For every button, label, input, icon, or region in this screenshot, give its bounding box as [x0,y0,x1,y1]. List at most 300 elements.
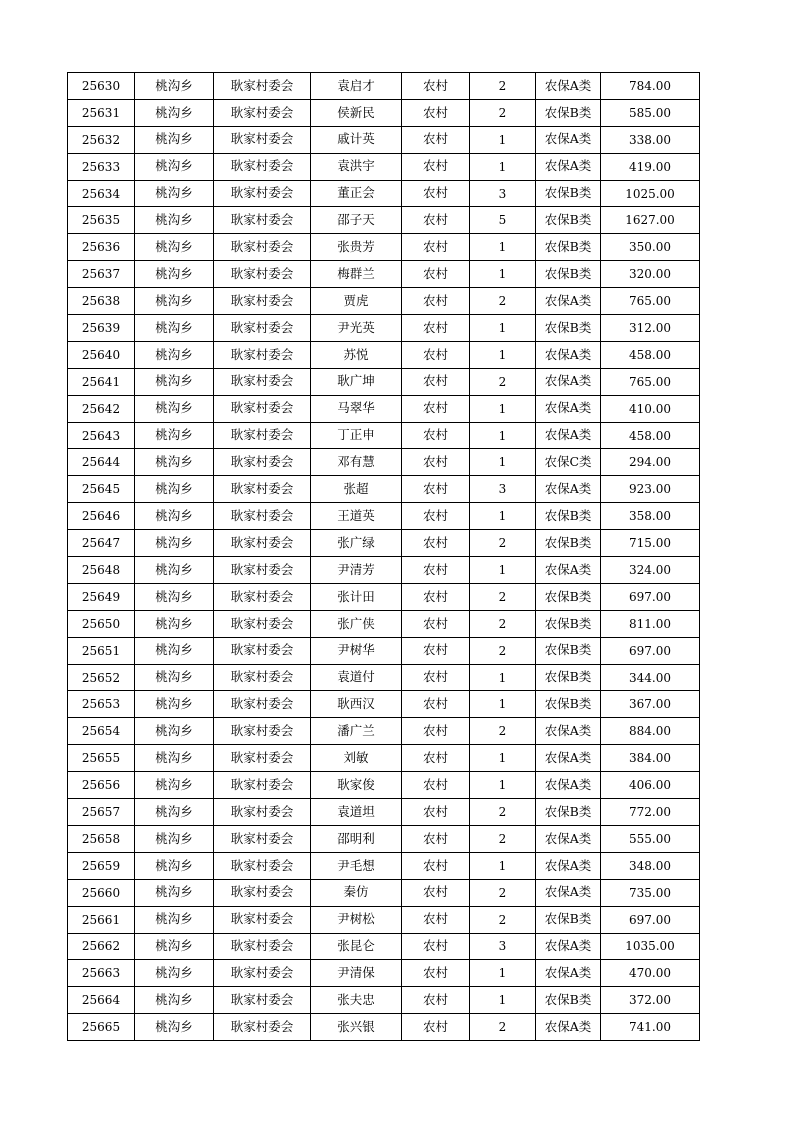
table-row [68,368,700,395]
area-type-cell: 农村 [402,745,470,772]
village-committee-cell: 耿家村委会 [214,772,311,799]
amount-cell: 1035.00 [601,933,700,960]
amount-cell: 697.00 [601,583,700,610]
area-type-cell: 农村 [402,906,470,933]
township-cell: 桃沟乡 [135,422,214,449]
village-committee-cell: 耿家村委会 [214,153,311,180]
area-type-cell: 农村 [402,476,470,503]
amount-cell: 312.00 [601,315,700,342]
record-id-cell: 25660 [68,879,135,906]
household-members-cell: 2 [470,610,536,637]
roster-body [68,73,700,1041]
village-committee-cell: 耿家村委会 [214,745,311,772]
township-cell: 桃沟乡 [135,879,214,906]
record-id-cell: 25644 [68,449,135,476]
record-id-cell: 25655 [68,745,135,772]
township-cell: 桃沟乡 [135,637,214,664]
area-type-cell: 农村 [402,153,470,180]
area-type-cell: 农村 [402,234,470,261]
area-type-cell: 农村 [402,315,470,342]
area-type-cell: 农村 [402,503,470,530]
area-type-cell: 农村 [402,449,470,476]
township-cell: 桃沟乡 [135,825,214,852]
village-committee-cell: 耿家村委会 [214,503,311,530]
person-name-cell: 尹树松 [311,906,402,933]
insurance-category-cell: 农保B类 [536,503,601,530]
township-cell: 桃沟乡 [135,234,214,261]
table-row [68,718,700,745]
household-members-cell: 2 [470,99,536,126]
person-name-cell: 张广侠 [311,610,402,637]
table-row [68,799,700,826]
township-cell: 桃沟乡 [135,745,214,772]
amount-cell: 470.00 [601,960,700,987]
person-name-cell: 尹光英 [311,315,402,342]
amount-cell: 410.00 [601,395,700,422]
person-name-cell: 尹树华 [311,637,402,664]
township-cell: 桃沟乡 [135,449,214,476]
village-committee-cell: 耿家村委会 [214,180,311,207]
insurance-category-cell: 农保B类 [536,987,601,1014]
person-name-cell: 丁正申 [311,422,402,449]
area-type-cell: 农村 [402,664,470,691]
area-type-cell: 农村 [402,395,470,422]
amount-cell: 367.00 [601,691,700,718]
person-name-cell: 张超 [311,476,402,503]
household-members-cell: 3 [470,933,536,960]
amount-cell: 741.00 [601,1014,700,1041]
insurance-category-cell: 农保B类 [536,261,601,288]
record-id-cell: 25633 [68,153,135,180]
area-type-cell: 农村 [402,557,470,584]
insurance-category-cell: 农保B类 [536,691,601,718]
insurance-category-cell: 农保A类 [536,153,601,180]
household-members-cell: 2 [470,879,536,906]
amount-cell: 697.00 [601,906,700,933]
record-id-cell: 25657 [68,799,135,826]
roster-table [67,72,700,1041]
person-name-cell: 张广绿 [311,530,402,557]
household-members-cell: 1 [470,987,536,1014]
person-name-cell: 耿广坤 [311,368,402,395]
area-type-cell: 农村 [402,341,470,368]
table-row [68,99,700,126]
amount-cell: 715.00 [601,530,700,557]
area-type-cell: 农村 [402,610,470,637]
amount-cell: 348.00 [601,852,700,879]
area-type-cell: 农村 [402,1014,470,1041]
table-row [68,664,700,691]
record-id-cell: 25661 [68,906,135,933]
record-id-cell: 25665 [68,1014,135,1041]
record-id-cell: 25648 [68,557,135,584]
household-members-cell: 1 [470,153,536,180]
household-members-cell: 2 [470,368,536,395]
record-id-cell: 25638 [68,288,135,315]
table-row [68,395,700,422]
insurance-category-cell: 农保A类 [536,288,601,315]
village-committee-cell: 耿家村委会 [214,825,311,852]
amount-cell: 765.00 [601,288,700,315]
table-row [68,422,700,449]
township-cell: 桃沟乡 [135,852,214,879]
person-name-cell: 马翠华 [311,395,402,422]
household-members-cell: 2 [470,73,536,100]
insurance-category-cell: 农保A类 [536,960,601,987]
household-members-cell: 1 [470,422,536,449]
person-name-cell: 贾虎 [311,288,402,315]
household-members-cell: 1 [470,449,536,476]
person-name-cell: 张计田 [311,583,402,610]
table-row [68,341,700,368]
record-id-cell: 25643 [68,422,135,449]
area-type-cell: 农村 [402,772,470,799]
amount-cell: 350.00 [601,234,700,261]
village-committee-cell: 耿家村委会 [214,315,311,342]
table-row [68,933,700,960]
amount-cell: 320.00 [601,261,700,288]
household-members-cell: 1 [470,664,536,691]
insurance-category-cell: 农保A类 [536,772,601,799]
table-row [68,234,700,261]
insurance-category-cell: 农保C类 [536,449,601,476]
village-committee-cell: 耿家村委会 [214,637,311,664]
amount-cell: 765.00 [601,368,700,395]
area-type-cell: 农村 [402,933,470,960]
household-members-cell: 1 [470,261,536,288]
person-name-cell: 耿西汉 [311,691,402,718]
person-name-cell: 袁道付 [311,664,402,691]
area-type-cell: 农村 [402,207,470,234]
household-members-cell: 2 [470,288,536,315]
village-committee-cell: 耿家村委会 [214,933,311,960]
record-id-cell: 25630 [68,73,135,100]
township-cell: 桃沟乡 [135,180,214,207]
amount-cell: 358.00 [601,503,700,530]
insurance-category-cell: 农保B类 [536,530,601,557]
table-row [68,73,700,100]
record-id-cell: 25654 [68,718,135,745]
village-committee-cell: 耿家村委会 [214,99,311,126]
person-name-cell: 尹清保 [311,960,402,987]
table-row [68,852,700,879]
household-members-cell: 1 [470,503,536,530]
amount-cell: 406.00 [601,772,700,799]
table-row [68,691,700,718]
person-name-cell: 侯新民 [311,99,402,126]
insurance-category-cell: 农保A类 [536,368,601,395]
household-members-cell: 2 [470,1014,536,1041]
township-cell: 桃沟乡 [135,718,214,745]
area-type-cell: 农村 [402,691,470,718]
record-id-cell: 25632 [68,126,135,153]
table-row [68,153,700,180]
household-members-cell: 1 [470,126,536,153]
amount-cell: 1025.00 [601,180,700,207]
record-id-cell: 25631 [68,99,135,126]
township-cell: 桃沟乡 [135,960,214,987]
township-cell: 桃沟乡 [135,691,214,718]
household-members-cell: 3 [470,180,536,207]
person-name-cell: 梅群兰 [311,261,402,288]
person-name-cell: 苏悦 [311,341,402,368]
area-type-cell: 农村 [402,99,470,126]
amount-cell: 1627.00 [601,207,700,234]
area-type-cell: 农村 [402,852,470,879]
record-id-cell: 25641 [68,368,135,395]
insurance-category-cell: 农保B类 [536,315,601,342]
table-row [68,1014,700,1041]
record-id-cell: 25649 [68,583,135,610]
amount-cell: 338.00 [601,126,700,153]
table-row [68,530,700,557]
township-cell: 桃沟乡 [135,503,214,530]
township-cell: 桃沟乡 [135,610,214,637]
person-name-cell: 尹清芳 [311,557,402,584]
insurance-category-cell: 农保A类 [536,126,601,153]
village-committee-cell: 耿家村委会 [214,987,311,1014]
amount-cell: 772.00 [601,799,700,826]
insurance-category-cell: 农保A类 [536,73,601,100]
village-committee-cell: 耿家村委会 [214,234,311,261]
household-members-cell: 1 [470,341,536,368]
table-row [68,288,700,315]
record-id-cell: 25639 [68,315,135,342]
insurance-category-cell: 农保B类 [536,637,601,664]
household-members-cell: 1 [470,852,536,879]
household-members-cell: 1 [470,772,536,799]
table-row [68,207,700,234]
amount-cell: 884.00 [601,718,700,745]
insurance-category-cell: 农保B类 [536,664,601,691]
township-cell: 桃沟乡 [135,476,214,503]
township-cell: 桃沟乡 [135,906,214,933]
village-committee-cell: 耿家村委会 [214,583,311,610]
amount-cell: 324.00 [601,557,700,584]
person-name-cell: 袁洪宇 [311,153,402,180]
village-committee-cell: 耿家村委会 [214,906,311,933]
table-row [68,879,700,906]
table-row [68,825,700,852]
amount-cell: 784.00 [601,73,700,100]
village-committee-cell: 耿家村委会 [214,852,311,879]
table-row [68,583,700,610]
township-cell: 桃沟乡 [135,772,214,799]
person-name-cell: 刘敏 [311,745,402,772]
record-id-cell: 25653 [68,691,135,718]
household-members-cell: 1 [470,745,536,772]
village-committee-cell: 耿家村委会 [214,288,311,315]
table-row [68,987,700,1014]
township-cell: 桃沟乡 [135,933,214,960]
village-committee-cell: 耿家村委会 [214,718,311,745]
insurance-category-cell: 农保B类 [536,99,601,126]
amount-cell: 555.00 [601,825,700,852]
table-row [68,610,700,637]
record-id-cell: 25663 [68,960,135,987]
amount-cell: 585.00 [601,99,700,126]
area-type-cell: 农村 [402,180,470,207]
amount-cell: 372.00 [601,987,700,1014]
township-cell: 桃沟乡 [135,73,214,100]
area-type-cell: 农村 [402,637,470,664]
household-members-cell: 1 [470,234,536,261]
table-row [68,745,700,772]
table-row [68,126,700,153]
insurance-category-cell: 农保B类 [536,610,601,637]
table-row [68,637,700,664]
insurance-category-cell: 农保A类 [536,422,601,449]
township-cell: 桃沟乡 [135,99,214,126]
household-members-cell: 1 [470,395,536,422]
insurance-category-cell: 农保B类 [536,583,601,610]
table-row [68,557,700,584]
insurance-category-cell: 农保B类 [536,799,601,826]
person-name-cell: 董正会 [311,180,402,207]
area-type-cell: 农村 [402,422,470,449]
person-name-cell: 耿家俊 [311,772,402,799]
household-members-cell: 2 [470,799,536,826]
township-cell: 桃沟乡 [135,987,214,1014]
insurance-category-cell: 农保B类 [536,234,601,261]
area-type-cell: 农村 [402,799,470,826]
village-committee-cell: 耿家村委会 [214,960,311,987]
person-name-cell: 袁道坦 [311,799,402,826]
village-committee-cell: 耿家村委会 [214,610,311,637]
table-row [68,449,700,476]
insurance-category-cell: 农保A类 [536,745,601,772]
person-name-cell: 张兴银 [311,1014,402,1041]
insurance-category-cell: 农保B类 [536,207,601,234]
person-name-cell: 秦仿 [311,879,402,906]
record-id-cell: 25656 [68,772,135,799]
table-row [68,906,700,933]
township-cell: 桃沟乡 [135,395,214,422]
village-committee-cell: 耿家村委会 [214,261,311,288]
amount-cell: 458.00 [601,341,700,368]
township-cell: 桃沟乡 [135,153,214,180]
area-type-cell: 农村 [402,879,470,906]
person-name-cell: 张夫忠 [311,987,402,1014]
table-row [68,503,700,530]
village-committee-cell: 耿家村委会 [214,395,311,422]
village-committee-cell: 耿家村委会 [214,799,311,826]
record-id-cell: 25647 [68,530,135,557]
record-id-cell: 25635 [68,207,135,234]
person-name-cell: 王道英 [311,503,402,530]
village-committee-cell: 耿家村委会 [214,341,311,368]
township-cell: 桃沟乡 [135,799,214,826]
insurance-category-cell: 农保B类 [536,180,601,207]
area-type-cell: 农村 [402,718,470,745]
household-members-cell: 5 [470,207,536,234]
record-id-cell: 25658 [68,825,135,852]
township-cell: 桃沟乡 [135,583,214,610]
record-id-cell: 25662 [68,933,135,960]
village-committee-cell: 耿家村委会 [214,449,311,476]
record-id-cell: 25634 [68,180,135,207]
village-committee-cell: 耿家村委会 [214,691,311,718]
area-type-cell: 农村 [402,126,470,153]
village-committee-cell: 耿家村委会 [214,1014,311,1041]
record-id-cell: 25652 [68,664,135,691]
person-name-cell: 邵子天 [311,207,402,234]
person-name-cell: 尹毛想 [311,852,402,879]
village-committee-cell: 耿家村委会 [214,422,311,449]
insurance-category-cell: 农保A类 [536,718,601,745]
township-cell: 桃沟乡 [135,557,214,584]
area-type-cell: 农村 [402,73,470,100]
area-type-cell: 农村 [402,530,470,557]
insurance-category-cell: 农保A类 [536,341,601,368]
household-members-cell: 1 [470,315,536,342]
insurance-category-cell: 农保A类 [536,879,601,906]
amount-cell: 923.00 [601,476,700,503]
household-members-cell: 2 [470,718,536,745]
household-members-cell: 2 [470,530,536,557]
area-type-cell: 农村 [402,960,470,987]
person-name-cell: 潘广兰 [311,718,402,745]
record-id-cell: 25664 [68,987,135,1014]
village-committee-cell: 耿家村委会 [214,476,311,503]
person-name-cell: 邵明利 [311,825,402,852]
insurance-category-cell: 农保A类 [536,557,601,584]
person-name-cell: 张昆仑 [311,933,402,960]
township-cell: 桃沟乡 [135,341,214,368]
amount-cell: 294.00 [601,449,700,476]
record-id-cell: 25637 [68,261,135,288]
township-cell: 桃沟乡 [135,315,214,342]
household-members-cell: 1 [470,960,536,987]
table-row [68,772,700,799]
person-name-cell: 戚计英 [311,126,402,153]
insurance-category-cell: 农保A类 [536,476,601,503]
amount-cell: 344.00 [601,664,700,691]
household-members-cell: 1 [470,557,536,584]
table-row [68,960,700,987]
village-committee-cell: 耿家村委会 [214,879,311,906]
table-row [68,476,700,503]
amount-cell: 735.00 [601,879,700,906]
household-members-cell: 1 [470,691,536,718]
amount-cell: 384.00 [601,745,700,772]
record-id-cell: 25659 [68,852,135,879]
insurance-category-cell: 农保A类 [536,395,601,422]
township-cell: 桃沟乡 [135,207,214,234]
township-cell: 桃沟乡 [135,261,214,288]
table-row [68,180,700,207]
household-members-cell: 2 [470,583,536,610]
amount-cell: 811.00 [601,610,700,637]
record-id-cell: 25640 [68,341,135,368]
amount-cell: 419.00 [601,153,700,180]
household-members-cell: 2 [470,906,536,933]
township-cell: 桃沟乡 [135,288,214,315]
table-row [68,315,700,342]
area-type-cell: 农村 [402,987,470,1014]
insurance-category-cell: 农保A类 [536,852,601,879]
person-name-cell: 张贵芳 [311,234,402,261]
person-name-cell: 袁启才 [311,73,402,100]
insurance-category-cell: 农保B类 [536,906,601,933]
village-committee-cell: 耿家村委会 [214,126,311,153]
insurance-category-cell: 农保A类 [536,1014,601,1041]
household-members-cell: 2 [470,825,536,852]
household-members-cell: 3 [470,476,536,503]
insurance-category-cell: 农保A类 [536,825,601,852]
insurance-category-cell: 农保A类 [536,933,601,960]
record-id-cell: 25646 [68,503,135,530]
